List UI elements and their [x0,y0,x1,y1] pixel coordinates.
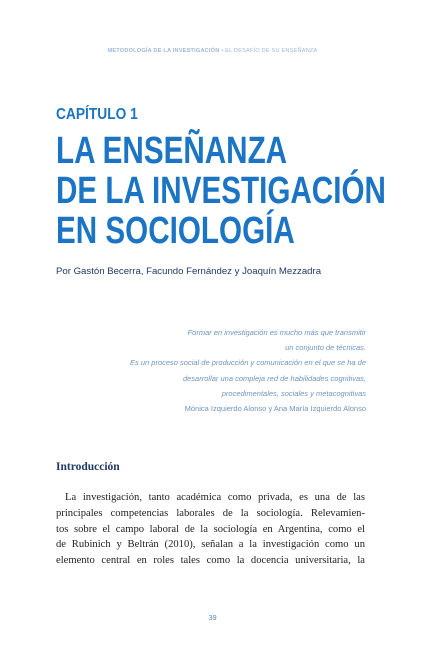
page-number: 39 [208,613,217,622]
epigraph-line: Es un proceso social de producción y comunicación en el que se ha de [130,358,366,368]
running-head-subtitle: EL DESAFÍO DE SU ENSEÑANZA [225,48,318,54]
epigraph [36,325,366,416]
chapter-title [56,131,386,251]
body-line: tos sobre el campo laboral de la sociología en Argentina, como el [56,523,365,535]
section-heading: Introducción [56,461,120,473]
epigraph-line: un conjunto de técnicas. [285,343,366,353]
epigraph-line: procedimentales, sociales y metacognitivas [221,388,366,398]
running-head [0,48,425,54]
chapter-label: CAPÍTULO 1 [56,106,138,123]
running-head-book-title: METODOLOGÍA DE LA INVESTIGACIÓN [107,48,220,54]
body-line: La investigación, tanto académica como privada, es una de las [65,492,365,503]
epigraph-line: desarrollar una compleja red de habilidades cognitivas, [182,373,366,383]
chapter-authors: Por Gastón Becerra, Facundo Fernández y Joaquín Mezzadra [56,266,322,277]
body-line: de Rubinich y Beltrán (2010), señalan a la investigación como un [56,539,365,551]
chapter-title-line: EN SOCIOLOGÍA [56,210,295,252]
chapter-title-line: LA ENSEÑANZA [56,130,288,172]
epigraph-line: Formar en investigación es mucho más que transmitir [187,328,366,337]
running-head-separator: • [219,48,226,54]
body-paragraph [56,490,365,569]
epigraph-attribution: Mónica Izquierdo Alonso y Ana María Izquierdo Alonso [184,404,366,414]
body-line: elemento central en roles tales como la docencia universitaria, la [56,555,365,567]
chapter-title-line: DE LA INVESTIGACIÓN [56,170,386,212]
body-line: principales competencias laborales de la sociología. Relevamien- [56,507,365,519]
